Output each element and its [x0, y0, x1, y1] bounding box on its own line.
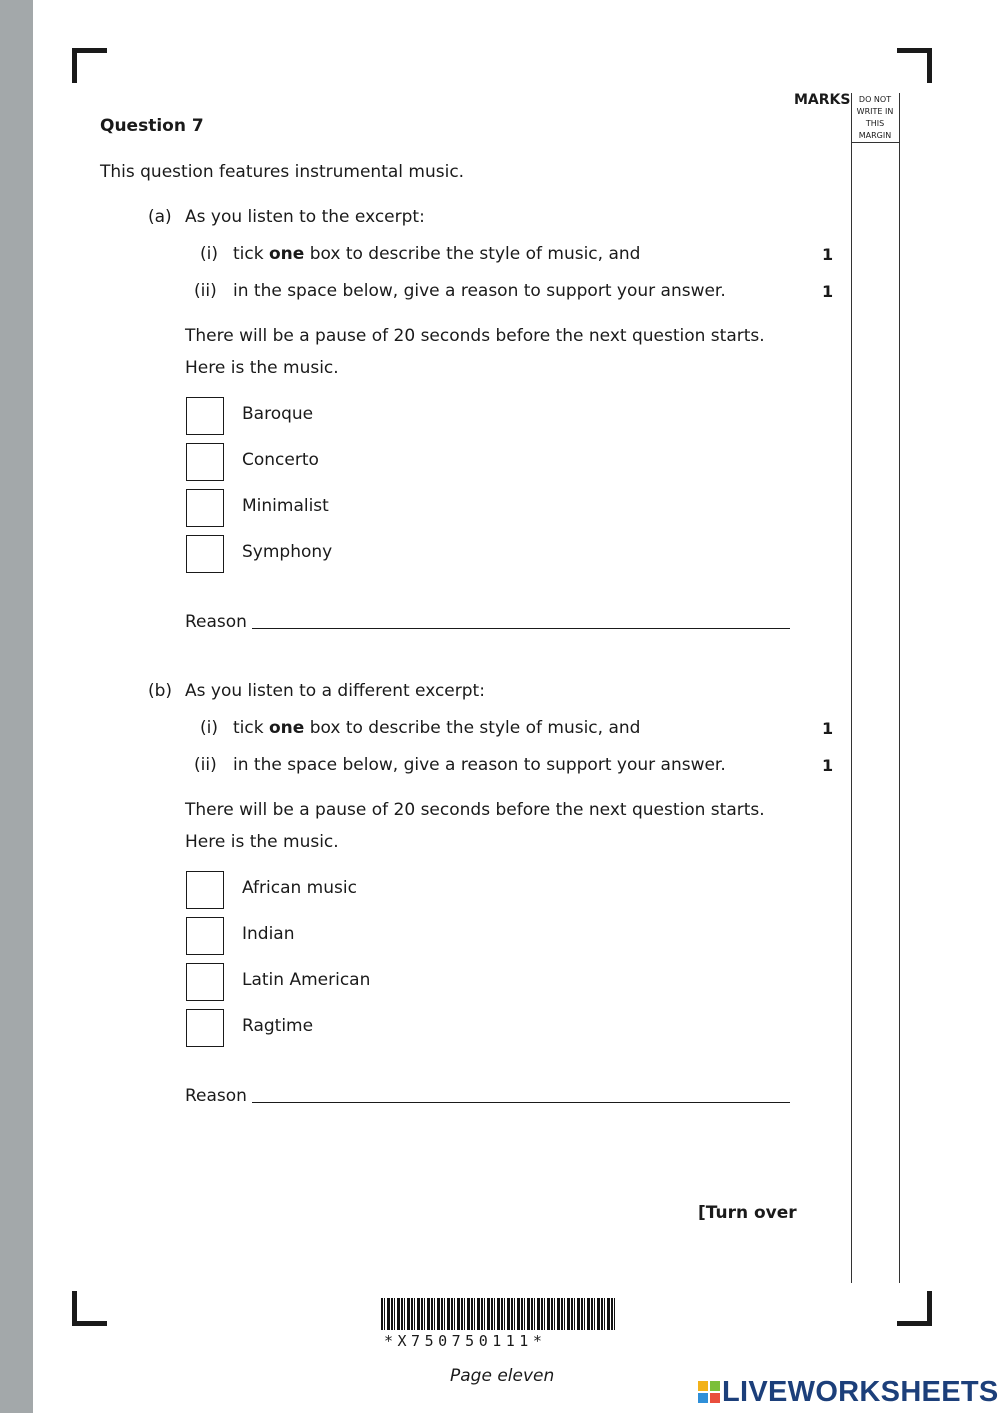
- checkbox-symphony[interactable]: [186, 535, 224, 573]
- question-title: Question 7: [100, 116, 204, 136]
- option-label-indian: Indian: [242, 924, 295, 944]
- part-a-music-note: Here is the music.: [185, 358, 339, 378]
- checkbox-concerto[interactable]: [186, 443, 224, 481]
- checkbox-baroque[interactable]: [186, 397, 224, 435]
- part-b-reason-line[interactable]: [252, 1102, 790, 1103]
- option-label-latin-american: Latin American: [242, 970, 371, 990]
- option-label-minimalist: Minimalist: [242, 496, 329, 516]
- crop-mark-bottom-right: [897, 1291, 932, 1326]
- part-a-sub-ii-num: (ii): [194, 281, 217, 301]
- part-a-reason-line[interactable]: [252, 628, 790, 629]
- part-b-sub-i-text: tick one box to describe the style of music, and: [233, 718, 641, 738]
- margin-column: [851, 93, 900, 1283]
- option-label-concerto: Concerto: [242, 450, 319, 470]
- part-a-pause-note: There will be a pause of 20 seconds before the next question starts.: [185, 326, 765, 346]
- option-label-african-music: African music: [242, 878, 357, 898]
- option-label-ragtime: Ragtime: [242, 1016, 314, 1036]
- crop-mark-bottom-left: [72, 1291, 107, 1326]
- turn-over-note: [Turn over: [698, 1203, 797, 1223]
- part-b-sub-ii-mark: 1: [822, 756, 834, 775]
- checkbox-minimalist[interactable]: [186, 489, 224, 527]
- crop-mark-top-left: [72, 48, 107, 83]
- liveworksheets-text: LIVEWORKSHEETS: [722, 1376, 999, 1408]
- part-b-reason-label: Reason: [185, 1086, 247, 1106]
- barcode: [381, 1298, 616, 1330]
- part-a-label: (a): [148, 207, 172, 227]
- part-b-pause-note: There will be a pause of 20 seconds before the next question starts.: [185, 800, 765, 820]
- checkbox-indian[interactable]: [186, 917, 224, 955]
- part-b-music-note: Here is the music.: [185, 832, 339, 852]
- option-label-symphony: Symphony: [242, 542, 333, 562]
- question-intro: This question features instrumental music.: [100, 162, 465, 182]
- part-a-sub-ii-mark: 1: [822, 282, 834, 301]
- checkbox-ragtime[interactable]: [186, 1009, 224, 1047]
- part-b-sub-ii-num: (ii): [194, 755, 217, 775]
- barcode-text: *X750750111*: [384, 1332, 547, 1350]
- part-b-label: (b): [148, 681, 173, 701]
- margin-note: DO NOT WRITE IN THIS MARGIN: [851, 94, 899, 143]
- part-a-sub-i-text: tick one box to describe the style of music, and: [233, 244, 641, 264]
- checkbox-latin-american[interactable]: [186, 963, 224, 1001]
- option-label-baroque: Baroque: [242, 404, 314, 424]
- part-a-prompt: As you listen to the excerpt:: [185, 207, 425, 227]
- part-b-sub-ii-text: in the space below, give a reason to support your answer.: [233, 755, 726, 775]
- liveworksheets-logo-icon: [698, 1381, 720, 1403]
- marks-label: MARKS: [794, 92, 851, 108]
- part-b-prompt: As you listen to a different excerpt:: [185, 681, 485, 701]
- part-b-sub-i-num: (i): [200, 718, 218, 738]
- part-a-sub-i-num: (i): [200, 244, 218, 264]
- part-a-sub-i-mark: 1: [822, 245, 834, 264]
- checkbox-african-music[interactable]: [186, 871, 224, 909]
- left-gray-bar: [0, 0, 33, 1413]
- part-b-sub-i-mark: 1: [822, 719, 834, 738]
- crop-mark-top-right: [897, 48, 932, 83]
- part-a-sub-ii-text: in the space below, give a reason to support your answer.: [233, 281, 726, 301]
- part-a-reason-label: Reason: [185, 612, 247, 632]
- page-number: Page eleven: [450, 1366, 555, 1386]
